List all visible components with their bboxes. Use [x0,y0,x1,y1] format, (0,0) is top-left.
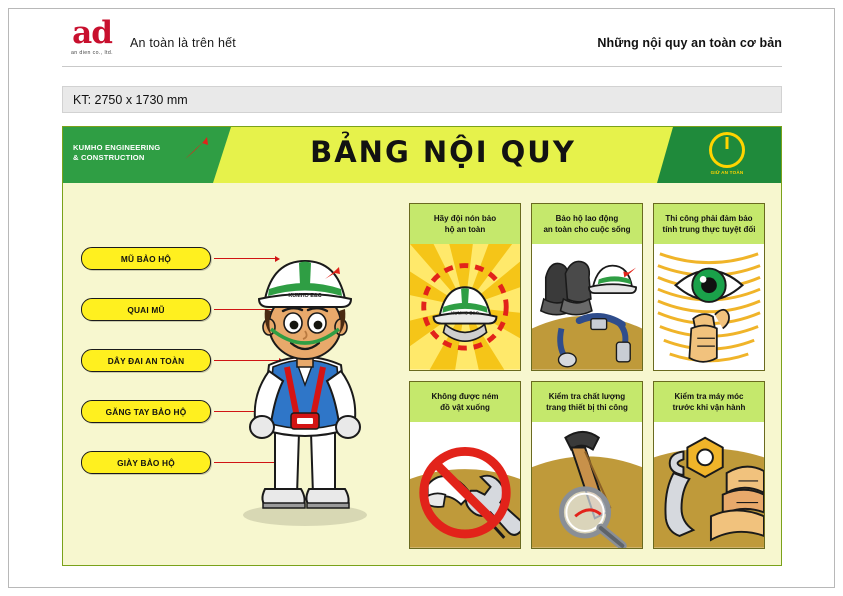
seal-caption: GIỮ AN TOÀN [710,170,744,175]
rule-card-no-throwing-title: Không được ném đồ vật xuống [410,382,520,422]
poster-brand-text [73,143,160,163]
rule-card-no-throwing[interactable] [409,381,521,549]
rule-card-quality-check[interactable] [531,381,643,549]
kumho-swoosh-icon [183,135,211,163]
poster-seal-block [673,127,781,183]
logo-subtitle: an dien co., ltd. [71,50,113,56]
rule-card-helmet-title: Hãy đội nón bảo hộ an toàn [410,204,520,244]
label-chinstrap [81,298,211,321]
rules-card-grid [409,203,765,555]
hammer-magnifier-illustration [532,422,642,548]
header-document-title: Những nội quy an toàn cơ bản [597,36,782,50]
equipment-label-list [81,247,211,502]
label-safety-belt-text: DÂY ĐAI AN TOÀN [107,355,185,366]
logo-mark-text: ad [72,15,112,51]
helmet-rays-illustration [410,244,520,370]
safety-seal [704,132,750,175]
seal-ring-icon [709,132,745,168]
safety-worker-mascot [213,227,398,537]
label-gloves-text: GĂNG TAY BẢO HỘ [105,406,187,417]
company-logo [62,15,122,56]
dimension-bar [62,86,782,113]
rule-card-machine-check-title: Kiểm tra máy móc trước khi vận hành [654,382,764,422]
document-header [62,15,782,62]
helmet-brand-text: KUMHO E&C [288,293,322,299]
label-safety-belt [81,349,211,372]
no-throw-wrench-illustration [410,422,520,548]
brand-line-1: KUMHO ENGINEERING [73,143,161,152]
poster-header-band [63,127,781,183]
poster-title: BẢNG NỘI QUY [310,135,576,169]
label-chinstrap-text: QUAI MŨ [127,304,165,315]
wrench-bolt-hands-illustration [654,422,764,548]
header-slogan: An toàn là trên hết [130,36,236,50]
poster-canvas [62,126,782,566]
eye-thumb-illustration [654,244,764,370]
rule-card-ppe-title: Bảo hộ lao động an toàn cho cuộc sống [532,204,642,244]
brand-line-2: & CONSTRUCTION [73,153,145,162]
boots-helmet-harness-illustration [532,244,642,370]
rule-card-ppe[interactable] [531,203,643,371]
rule-card-integrity[interactable] [653,203,765,371]
rule-card-integrity-title: Thi công phải đảm bảo tính trung thực tuyệt đối [654,204,764,244]
label-helmet-text: MŨ BẢO HỘ [120,253,172,264]
dimension-label: KT: 2750 x 1730 mm [73,93,188,107]
label-gloves [81,400,211,423]
svg-text:KUMHO E&C: KUMHO E&C [451,310,479,316]
label-boots-text: GIÀY BẢO HỘ [117,457,175,468]
rule-card-helmet[interactable] [409,203,521,371]
label-helmet [81,247,211,270]
rule-card-machine-check[interactable] [653,381,765,549]
rule-card-quality-check-title: Kiểm tra chất lượng trang thiết bị thi công [532,382,642,422]
header-divider [62,66,782,67]
label-boots [81,451,211,474]
